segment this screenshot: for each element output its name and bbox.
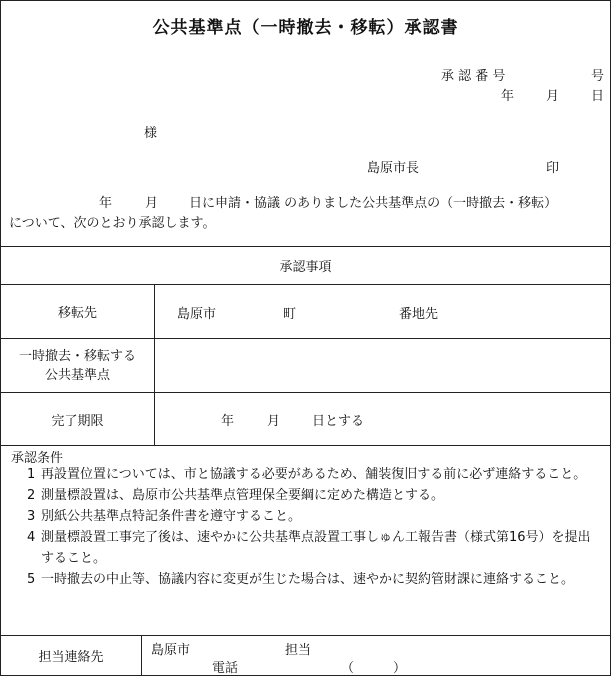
condition-number: 5: [27, 572, 36, 587]
list-item: [11, 527, 603, 569]
deadline-month: 月: [267, 414, 281, 429]
row-label-benchmark-line1: 一時撤去・移転する: [18, 348, 136, 364]
intro-day-text: 日に申請・協議 のありました公共基準点の（一時撤去・移転）: [189, 196, 558, 211]
row-label-benchmark-line2: 公共基準点: [44, 367, 110, 383]
deadline-day: 日とする: [312, 414, 365, 429]
contact-phone-label: 電話: [212, 661, 239, 676]
contact-label: 担当連絡先: [38, 650, 104, 665]
conditions-title: 承認条件: [11, 451, 64, 466]
document-title: 公共基準点（一時撤去・移転）承認書: [152, 18, 459, 38]
condition-text: 再設置位置については、市と協議する必要があるため、舗装復旧する前に必ず連絡すること。: [41, 467, 587, 482]
destination-town: 町: [283, 307, 297, 322]
rule-after-row3: [1, 445, 610, 446]
date-day: 日: [591, 89, 605, 104]
list-item: [11, 464, 603, 485]
number-suffix: 号: [591, 69, 605, 84]
intro-line2: について、次のとおり承認します。: [9, 216, 216, 231]
issuer-name: 島原市長: [367, 161, 420, 176]
list-item: [11, 485, 603, 506]
date-year: 年: [501, 89, 515, 104]
contact-column-divider: [141, 635, 142, 675]
condition-text: 別紙公共基準点特記条件書を遵守すること。: [41, 509, 302, 524]
conditions-list: [11, 464, 603, 590]
list-item: [11, 506, 603, 527]
destination-lot: 番地先: [399, 307, 439, 322]
seal-mark: 印: [546, 161, 560, 176]
intro-month: 月: [145, 196, 159, 211]
contact-city: 島原市: [151, 643, 191, 658]
condition-text: 測量標設置は、島原市公共基準点管理保全要綱に定めた構造とする。: [41, 488, 445, 503]
approval-number-label: 承 認 番 号: [441, 69, 506, 84]
deadline-year: 年: [221, 414, 235, 429]
row-label-benchmark: [1, 339, 154, 392]
contact-person-label: 担当: [285, 643, 312, 658]
row-label-destination: 移転先: [57, 306, 97, 321]
section-header: 承認事項: [279, 260, 332, 275]
table-column-divider: [154, 284, 155, 445]
date-month: 月: [546, 89, 560, 104]
condition-text: 一時撤去の中止等、協議内容に変更が生じた場合は、速やかに契約管財課に連絡すること。: [41, 572, 575, 587]
row-label-deadline: 完了期限: [51, 413, 104, 429]
condition-number: 2: [27, 488, 36, 503]
destination-city: 島原市: [177, 307, 217, 322]
condition-number: 3: [27, 509, 36, 524]
condition-text: 測量標設置工事完了後は、速やかに公共基準点設置工事しゅん工報告書（様式第16号）を提出すること。: [41, 530, 591, 566]
list-item: [11, 569, 603, 590]
contact-phone-paren: （ ）: [341, 661, 407, 676]
recipient-suffix: 様: [144, 126, 158, 141]
condition-number: 4: [27, 530, 36, 545]
intro-year: 年: [99, 196, 113, 211]
condition-number: 1: [27, 467, 36, 482]
